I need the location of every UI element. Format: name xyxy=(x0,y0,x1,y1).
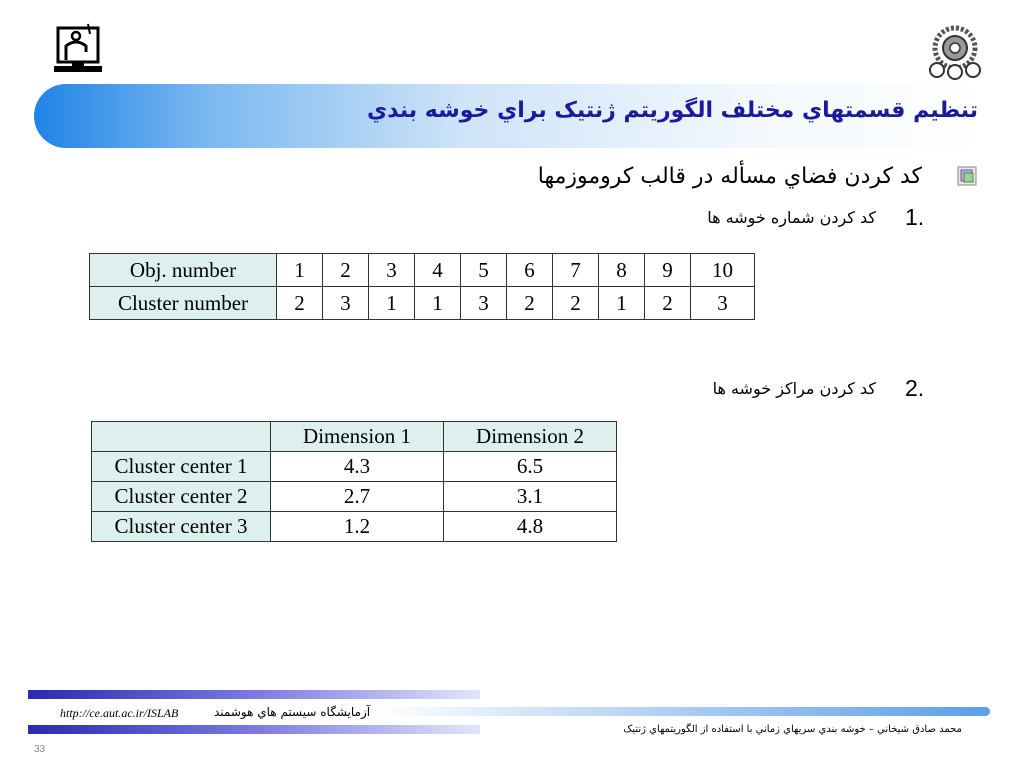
table-row xyxy=(92,452,617,482)
table-cell: 7 xyxy=(553,254,599,287)
table-cell: 4 xyxy=(415,254,461,287)
column-header-dimension-1: Dimension 1 xyxy=(271,422,444,452)
table-cell: 1.2 xyxy=(271,512,444,542)
table-cell: 5 xyxy=(461,254,507,287)
footer-bar-right xyxy=(375,707,990,716)
table-cell: 2 xyxy=(645,287,691,320)
table-cell: 1 xyxy=(369,287,415,320)
footer-bar-top xyxy=(28,690,480,699)
column-header-dimension-2: Dimension 2 xyxy=(444,422,617,452)
footer-author-line: محمد صادق شيخاني – خوشه بندي سريهاي زماني با استفاده از الگوريتمهاي ژنتيک xyxy=(623,724,962,735)
table-cell: 3 xyxy=(323,287,369,320)
item-text-2: کد کردن مراکز خوشه ها xyxy=(712,379,876,398)
table-cell: 2 xyxy=(277,287,323,320)
table-cell: 8 xyxy=(599,254,645,287)
table-cell: 3.1 xyxy=(444,482,617,512)
university-seal-icon xyxy=(925,22,985,82)
table-cell: 9 xyxy=(645,254,691,287)
table-cell: 6 xyxy=(507,254,553,287)
table-cell: 2 xyxy=(507,287,553,320)
table-header-row xyxy=(92,422,617,452)
row-header-cluster-number: Cluster number xyxy=(90,287,277,320)
table-cell: 10 xyxy=(691,254,755,287)
item-number-2: 2. xyxy=(905,375,925,401)
table-cell: 1 xyxy=(277,254,323,287)
row-header-cluster-center-3: Cluster center 3 xyxy=(92,512,271,542)
cluster-center-table xyxy=(91,421,617,542)
table-cell: 3 xyxy=(691,287,755,320)
footer-bar-bottom xyxy=(28,725,480,734)
table-row xyxy=(90,254,755,287)
table-cell: 4.8 xyxy=(444,512,617,542)
table-cell: 3 xyxy=(461,287,507,320)
row-header-cluster-center-2: Cluster center 2 xyxy=(92,482,271,512)
footer-url-link[interactable]: http://ce.aut.ac.ir/ISLAB xyxy=(60,706,179,720)
table-corner xyxy=(92,422,271,452)
table-row xyxy=(92,482,617,512)
table-cell: 6.5 xyxy=(444,452,617,482)
page-number: 33 xyxy=(34,744,46,755)
square-bullet-icon xyxy=(957,166,977,186)
table-row xyxy=(90,287,755,320)
bullet-text: کد کردن فضاي مسأله در قالب کروموزمها xyxy=(537,164,922,189)
row-header-cluster-center-1: Cluster center 1 xyxy=(92,452,271,482)
table-cell: 1 xyxy=(415,287,461,320)
row-header-obj-number: Obj. number xyxy=(90,254,277,287)
item-text-1: کد کردن شماره خوشه ها xyxy=(707,208,876,227)
table-cell: 2 xyxy=(553,287,599,320)
table-cell: 4.3 xyxy=(271,452,444,482)
cluster-number-table xyxy=(89,253,755,320)
footer-lab-name: آزمايشگاه سيستم هاي هوشمند xyxy=(214,705,371,719)
table-cell: 3 xyxy=(369,254,415,287)
table-cell: 1 xyxy=(599,287,645,320)
item-number-1: 1. xyxy=(905,204,925,230)
table-row xyxy=(92,512,617,542)
slide-title: تنظيم قسمتهاي مختلف الگوريتم ژنتيک براي خوشه بندي xyxy=(367,98,978,123)
table-cell: 2.7 xyxy=(271,482,444,512)
table-cell: 2 xyxy=(323,254,369,287)
computer-person-logo-icon xyxy=(52,22,108,80)
